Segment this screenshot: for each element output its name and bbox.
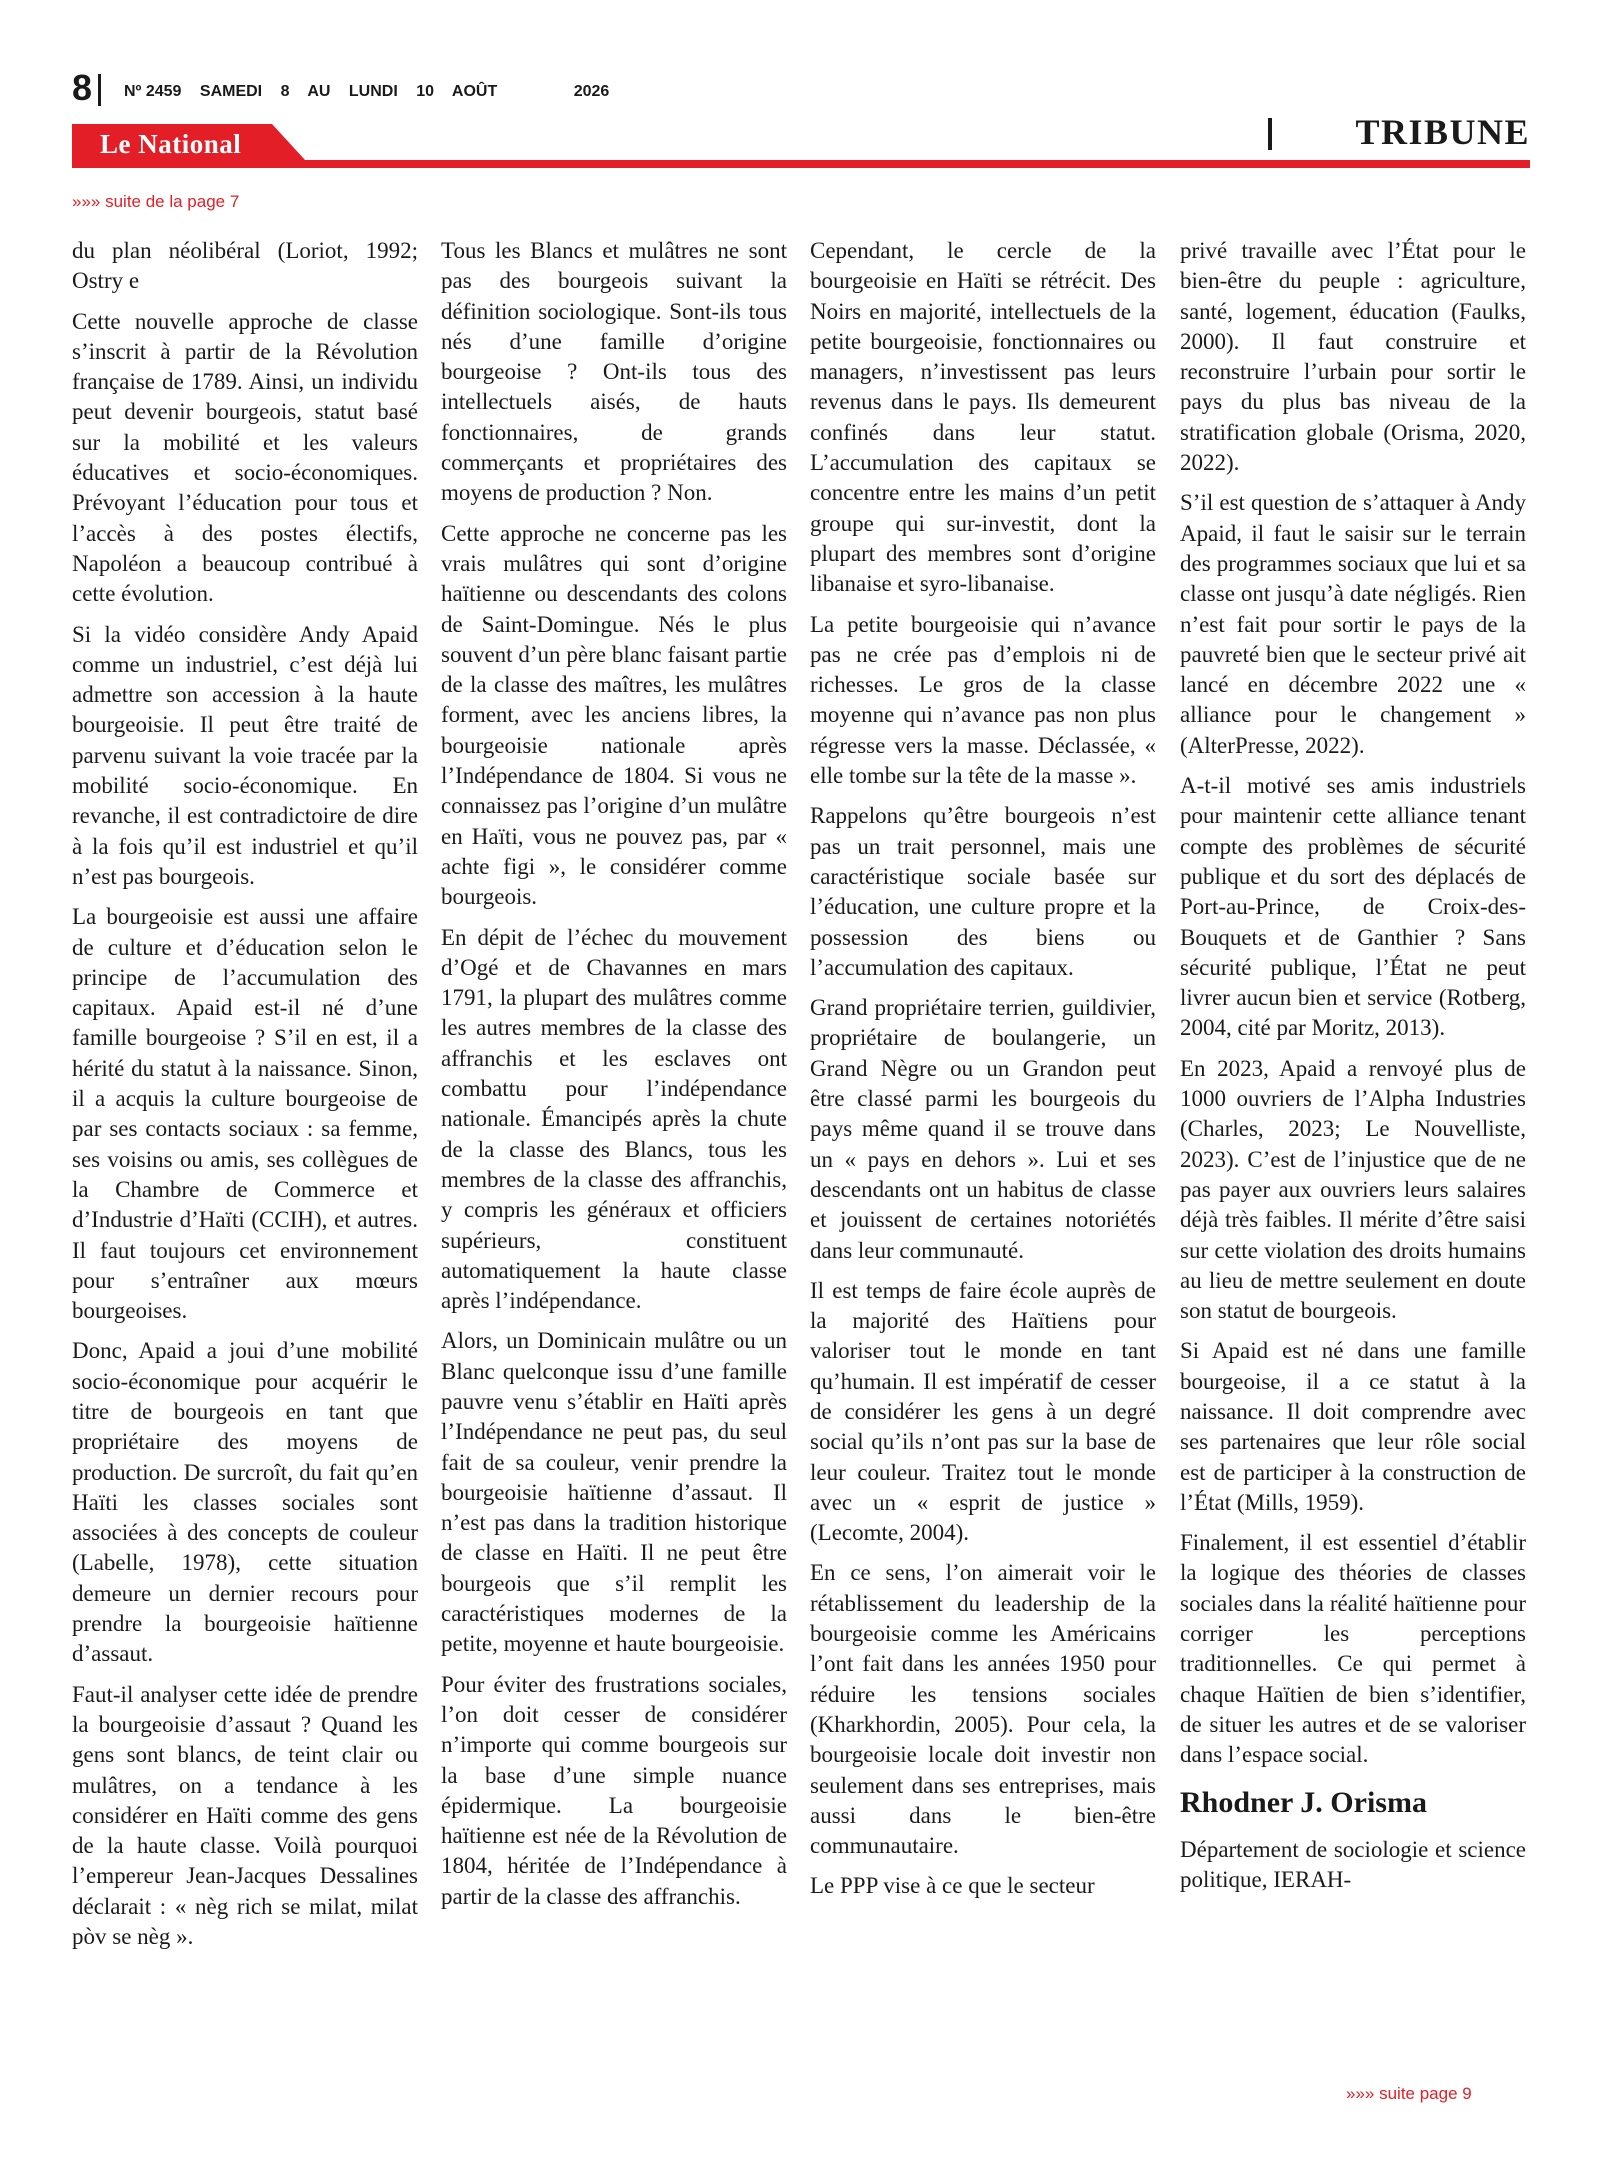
page-number-divider bbox=[98, 74, 101, 106]
page-header bbox=[72, 68, 1530, 178]
paragraph: Tous les Blancs et mulâtres ne sont pas des bourgeois suivant la définition sociologique. Sont-ils tous nés d’une famille d’origine bourgeoise ? Ont-ils tous des intellectuels aisés, de hauts fonctionnaires, de grands commerçants et propriétaires des moyens de production ? Non. bbox=[441, 238, 787, 506]
article-column-3 bbox=[810, 236, 1156, 1912]
paragraph: Le PPP vise à ce que le secteur bbox=[810, 1873, 1095, 1899]
date-num-end: 10 bbox=[416, 83, 435, 100]
paragraph: Finalement, il est essentiel d’établir la logique des théories de classes sociales dans la réalité haïtienne pour corriger les perceptions traditionnelles. Ce qui permet à chaque Haïtien de bien s’identifier, de situer les autres et de se valoriser dans l’espace social. bbox=[1180, 1530, 1526, 1768]
paragraph: privé travaille avec l’État pour le bien-être du peuple : agriculture, santé, logement, éducation (Faulks, 2000). Il faut construire et reconstruire l’urbain pour sortir le pays du plus bas niveau de la stratification globale (Orisma, 2020, 2022). bbox=[1180, 238, 1526, 476]
masthead-logo: Le National bbox=[100, 129, 242, 159]
date-num-start: 8 bbox=[280, 83, 290, 100]
continued-on-link[interactable]: »»» suite page 9 bbox=[1346, 2084, 1472, 2103]
author-affiliation: Département de sociologie et science politique, IERAH- bbox=[1180, 1836, 1526, 1892]
date-month: AOÛT bbox=[451, 83, 498, 100]
paragraph: Pour éviter des frustrations sociales, l’on doit cesser de considérer n’importe qui comme bourgeois sur la base d’une simple nuance épidermique. La bourgeoisie haïtienne est née de la Révolution de 1804, héritée de l’Indépendance à partir de la classe des affranchis. bbox=[441, 1671, 787, 1909]
article-column-2 bbox=[441, 236, 787, 1922]
paragraph: Cette approche ne concerne pas les vrais mulâtres qui sont d’origine haïtienne ou descendants des colons de Saint-Domingue. Nés le plus souvent d’un père blanc faisant partie de la classe des maîtres, les mulâtres forment, avec les anciens libres, la bourgeoisie nationale après l’Indépendance de 1804. Si vous ne connaissez pas l’origine d’un mulâtre en Haïti, vous ne pouvez pas, par « achte figi », le considérer comme bourgeois. bbox=[441, 520, 787, 910]
paragraph: Grand propriétaire terrien, guildivier, propriétaire de boulangerie, un Grand Nègre ou un Grandon peut être classé parmi les bourgeois du pays même quand il se trouve dans un « pays en dehors ». Lui et ses descendants ont un habitus de classe et jouissent de certaines notoriétés dans leur communauté. bbox=[810, 995, 1156, 1263]
paragraph: Si la vidéo considère Andy Apaid comme un industriel, c’est déjà lui admettre son accession à la haute bourgeoisie. Il peut être traité de parvenu suivant la voie tracée par la mobilité socio-économique. En revanche, il est contradictoire de dire à la fois qu’il est industriel et qu’il n’est pas bourgeois. bbox=[72, 621, 418, 889]
paragraph: Il est temps de faire école auprès de la majorité des Haïtiens pour valoriser tout le monde en tant qu’humain. Il est impératif de cesser de considérer les gens à un degré social qu’ils n’ont pas sur la base de leur couleur. Traitez tout le monde avec un « esprit de justice » (Lecomte, 2004). bbox=[810, 1277, 1156, 1546]
paragraph: Alors, un Dominicain mulâtre ou un Blanc quelconque issu d’une famille pauvre venu s’établir en Haïti après l’Indépendance ne peut pas, du seul fait de sa couleur, venir prendre la bourgeoisie haïtienne d’assaut. Il n’est pas dans la tradition historique de classe en Haïti. Il ne peut être bourgeois que s’il remplit les caractéristiques modernes de la petite, moyenne et haute bourgeoisie. bbox=[441, 1328, 787, 1657]
page-number: 8 bbox=[72, 67, 93, 108]
paragraph: Donc, Apaid a joui d’une mobilité socio-économique pour acquérir le titre de bourgeois en tant que propriétaire des moyens de production. De surcroît, du fait qu’en Haïti les classes sociales sont associées à des concepts de couleur (Labelle, 1978), cette situation demeure un dernier recours pour prendre la bourgeoisie haïtienne d’assaut. bbox=[72, 1338, 418, 1667]
date-day-end: LUNDI bbox=[348, 83, 398, 100]
date-year: 2026 bbox=[573, 83, 610, 100]
paragraph: Cependant, le cercle de la bourgeoisie en Haïti se rétrécit. Des Noirs en majorité, intellectuels de la petite bourgeoisie, fonctionnaires ou managers, n’investissent pas leurs revenus dans le pays. Ils demeurent confinés dans leur statut. L’accumulation des capitaux se concentre entre les mains d’un petit groupe qui sur-investit, dont la plupart des membres sont d’origine libanaise et syro-libanaise. bbox=[810, 238, 1156, 597]
author-name: Rhodner J. Orisma bbox=[1180, 1785, 1427, 1819]
date-day-start: SAMEDI bbox=[199, 83, 263, 100]
paragraph: du plan néolibéral (Loriot, 1992; Ostry e bbox=[72, 238, 418, 294]
paragraph: Faut-il analyser cette idée de prendre la bourgeoisie d’assaut ? Quand les gens sont blancs, de teint clair ou mulâtres, on a tendance à les considérer en Haïti comme des gens de la haute classe. Voilà pourquoi l’empereur Jean-Jacques Dessalines déclarait : « nèg rich se milat, milat pòv se nèg ». bbox=[72, 1681, 418, 1950]
article-column-1 bbox=[72, 236, 418, 1962]
date-connector: AU bbox=[307, 83, 331, 100]
paragraph: Rappelons qu’être bourgeois n’est pas un trait personnel, mais une caractéristique sociale basée sur l’éducation, une culture propre et la possession des biens ou l’accumulation des capitaux. bbox=[810, 803, 1156, 980]
issue-date-line bbox=[124, 82, 623, 102]
paragraph: La petite bourgeoisie qui n’avance pas ne crée pas d’emplois ni de richesses. Le gros de la classe moyenne qui n’avance pas non plus régresse vers la masse. Déclassée, « elle tombe sur la tête de la masse ». bbox=[810, 611, 1156, 789]
issue-number: Nº 2459 bbox=[124, 83, 182, 100]
paragraph: En ce sens, l’on aimerait voir le rétablissement du leadership de la bourgeoisie comme les Américains l’ont fait dans les années 1950 pour réduire les tensions sociales (Kharkhordin, 2005). Pour cela, la bourgeoisie locale doit investir non seulement dans ses entreprises, mais aussi dans le bien-être communautaire. bbox=[810, 1560, 1156, 1859]
article-column-4 bbox=[1180, 236, 1526, 1905]
paragraph: Si Apaid est né dans une famille bourgeoise, il a ce statut à la naissance. Il doit comprendre avec ses partenaires que leur rôle social est de participer à la construction de l’État (Mills, 1959). bbox=[1180, 1338, 1526, 1515]
paragraph: Cette nouvelle approche de classe s’inscrit à partir de la Révolution française de 1789. Ainsi, un individu peut devenir bourgeois, statut basé sur la mobilité et les valeurs éducatives et socio-économiques. Prévoyant l’éducation pour tous et l’accès à des postes électifs, Napoléon a beaucoup contribué à cette évolution. bbox=[72, 308, 418, 607]
paragraph: A-t-il motivé ses amis industriels pour maintenir cette alliance tenant compte des problèmes de sécurité publique et du sort des déplacés de Port-au-Prince, de Croix-des-Bouquets et de Ganthier ? Sans sécurité publique, l’État ne peut livrer aucun bien et service (Rotberg, 2004, cité par Moritz, 2013). bbox=[1180, 773, 1526, 1041]
paragraph: En 2023, Apaid a renvoyé plus de 1000 ouvriers de l’Alpha Industries (Charles, 2023; Le Nouvelliste, 2023). C’est de l’injustice que de ne pas payer aux ouvriers leurs salaires déjà très faibles. Il mérite d’être saisi sur cette violation des droits humains au lieu de mettre seulement en doute son statut de bourgeois. bbox=[1180, 1055, 1526, 1324]
paragraph: En dépit de l’échec du mouvement d’Ogé et de Chavannes en mars 1791, la plupart des mulâtres comme les autres membres de la classe des affranchis et les esclaves ont combattu pour l’indépendance nationale. Émancipés après la chute de la classe des Blancs, tous les membres de la classe des affranchis, y compris les généraux et officiers supérieurs, constituent automatiquement la haute classe après l’indépendance. bbox=[441, 924, 787, 1314]
continued-from-link[interactable]: »»» suite de la page 7 bbox=[72, 192, 240, 211]
header-rule bbox=[72, 160, 1530, 168]
section-divider bbox=[1268, 118, 1272, 150]
paragraph: La bourgeoisie est aussi une affaire de culture et d’éducation selon le principe de l’accumulation des capitaux. Apaid est-il né d’une famille bourgeoise ? S’il en est, il a hérité du statut à la naissance. Sinon, il a acquis la culture bourgeoise de par ses contacts sociaux : sa femme, ses voisins ou amis, ses collègues de la Chambre de Commerce et d’Industrie d’Haïti (CCIH), et autres. Il faut toujours cet environnement pour s’entraîner aux mœurs bourgeoises. bbox=[72, 904, 418, 1324]
paragraph: S’il est question de s’attaquer à Andy Apaid, il faut le saisir sur le terrain des programmes sociaux que lui et sa classe ont jusqu’à date négligés. Rien n’est fait pour sortir le pays de la pauvreté bien que le secteur privé ait lancé en décembre 2022 une « alliance pour le changement » (AlterPresse, 2022). bbox=[1180, 490, 1526, 758]
section-title: TRIBUNE bbox=[1355, 112, 1530, 152]
